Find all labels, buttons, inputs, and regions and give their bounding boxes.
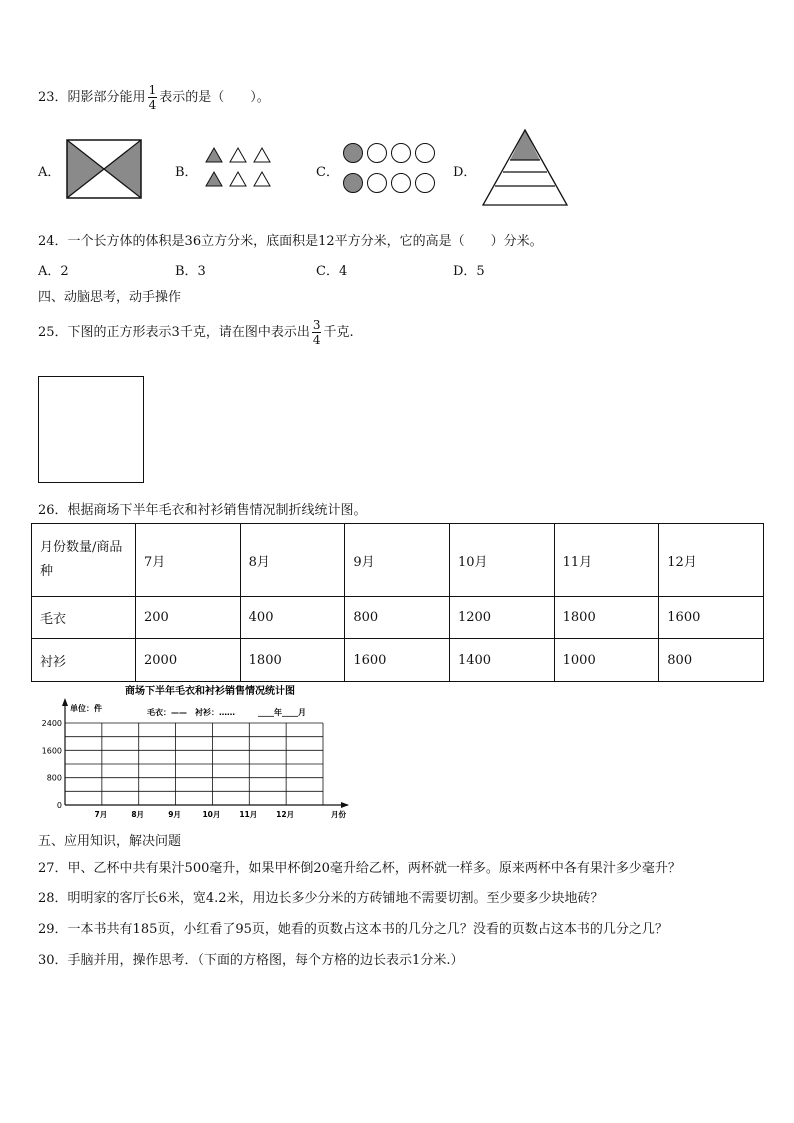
sales-line-chart[interactable]	[30, 682, 360, 820]
month-header: 12月	[659, 524, 764, 597]
x-axis-arrow	[341, 802, 349, 808]
q25-frac-den: 4	[312, 333, 321, 347]
chart-title: 商场下半年毛衣和衬衫销售情况统计图	[125, 686, 295, 697]
q24-option-b: B．3	[175, 264, 206, 279]
table-row-shirt	[32, 639, 764, 682]
q23-stem	[38, 83, 270, 113]
q25-pre: 25．下图的正方形表示3千克，请在图中表示出	[38, 325, 310, 340]
row-label: 衬衫	[32, 639, 136, 682]
section-4-heading: 四、动脑思考，动手操作	[38, 290, 182, 305]
sales-table	[31, 523, 764, 682]
y-tick-label: 0	[56, 801, 62, 810]
month-header: 11月	[554, 524, 659, 597]
x-tick-label: 9月	[168, 810, 181, 819]
corner-line-2: 种	[40, 564, 54, 579]
circle	[392, 174, 411, 193]
q29-text: 29．一本书共有185页，小红看了95页，她看的页数占这本书的几分之几？没看的页数占这本书的几分之几？	[38, 922, 668, 937]
q25-fraction	[312, 318, 322, 347]
section-5-heading: 五、应用知识，解决问题	[38, 834, 182, 849]
table-cell: 1200	[449, 597, 554, 639]
chart-grid	[65, 723, 323, 805]
x-tick-label: 12月	[276, 810, 295, 819]
y-tick-label: 1600	[41, 746, 62, 756]
triangle	[254, 148, 270, 162]
triangle-shaded	[206, 148, 222, 162]
q24-option-d: D．5	[453, 264, 485, 279]
circle-shaded	[344, 174, 363, 193]
chart-date-blank: ____年____月	[258, 708, 306, 717]
q23-figure-b	[204, 146, 274, 190]
q23-number: 23．	[38, 90, 68, 105]
chart-y-ticks	[42, 719, 62, 810]
row-label: 毛衣	[32, 597, 136, 639]
x-tick-label: 7月	[94, 810, 108, 819]
month-header: 8月	[240, 524, 345, 597]
q28-text: 28．明明家的客厅长6米，宽4.2米，用边长多少分米的方砖铺地不需要切割。至少要多少块地砖？	[38, 891, 604, 906]
y-tick-label: 800	[46, 773, 62, 783]
triangle	[254, 172, 270, 186]
table-corner-cell	[32, 524, 136, 597]
y-axis-arrow	[62, 698, 68, 706]
q23-post: 表示的是（ ）。	[159, 90, 270, 105]
q25-square[interactable]	[38, 376, 144, 483]
q25-post: 千克.	[323, 325, 354, 340]
month-header: 10月	[449, 524, 554, 597]
q23-option-b-label: B．	[175, 165, 198, 180]
circle	[368, 174, 387, 193]
table-cell: 1400	[449, 639, 554, 682]
triangle	[230, 172, 246, 186]
q23-frac-den: 4	[148, 98, 157, 112]
q23-frac-num: 1	[148, 83, 157, 97]
figure-d-shaded-top	[510, 130, 540, 160]
circle-shaded	[344, 144, 363, 163]
q27-text: 27．甲、乙杯中共有果汁500毫升，如果甲杯倒20毫升给乙杯，两杯就一样多。原来两杯中各有果汁多少毫升？	[38, 861, 681, 876]
circle	[392, 144, 411, 163]
x-tick-label: 11月	[239, 810, 258, 819]
q23-option-d-label: D．	[453, 165, 477, 180]
table-cell: 1600	[345, 639, 450, 682]
q23-figure-a	[65, 138, 143, 200]
table-cell: 1800	[240, 639, 345, 682]
q25-stem	[38, 318, 354, 348]
q24-option-a: A．2	[38, 264, 69, 279]
q26-stem: 26．根据商场下半年毛衣和衬衫销售情况制折线统计图。	[38, 503, 367, 518]
triangle-shaded	[206, 172, 222, 186]
table-cell: 2000	[136, 639, 241, 682]
circle	[416, 174, 435, 193]
month-header: 7月	[136, 524, 241, 597]
q24-stem: 24．一个长方体的体积是36立方分米，底面积是12平方分米，它的高是（ ）分米。	[38, 234, 543, 249]
table-cell: 400	[240, 597, 345, 639]
q23-figure-d	[480, 128, 570, 208]
table-cell: 800	[659, 639, 764, 682]
table-cell: 200	[136, 597, 241, 639]
x-axis-label: 月份	[331, 810, 346, 819]
x-tick-label: 8月	[131, 810, 145, 819]
figure-a-shaded-left	[67, 140, 104, 198]
q25-frac-num: 3	[312, 318, 321, 332]
q23-figure-c	[340, 140, 440, 196]
q23-pre: 阴影部分能用	[67, 90, 146, 105]
circle	[368, 144, 387, 163]
table-row-sweater	[32, 597, 764, 639]
table-cell: 800	[345, 597, 450, 639]
y-tick-label: 2400	[41, 719, 62, 728]
table-header-row	[32, 524, 764, 597]
corner-line-1: 月份数量/商品	[40, 540, 123, 555]
month-header: 9月	[345, 524, 450, 597]
circle	[416, 144, 435, 163]
x-tick-label: 10月	[202, 810, 221, 819]
q30-text: 30．手脑并用，操作思考．（下面的方格图，每个方格的边长表示1分米.）	[38, 953, 464, 968]
table-cell: 1000	[554, 639, 659, 682]
table-cell: 1600	[659, 597, 764, 639]
chart-legend: 毛衣：—— 衬衫：……	[147, 708, 235, 717]
chart-x-ticks	[94, 809, 346, 819]
table-cell: 1800	[554, 597, 659, 639]
q23-option-c-label: C．	[316, 165, 339, 180]
q23-fraction	[148, 83, 158, 112]
q24-option-c: C．4	[316, 264, 348, 279]
figure-a-shaded-right	[104, 140, 141, 198]
q23-option-a-label: A．	[38, 165, 61, 180]
triangle	[230, 148, 246, 162]
chart-unit-label: 单位：件	[70, 704, 102, 713]
